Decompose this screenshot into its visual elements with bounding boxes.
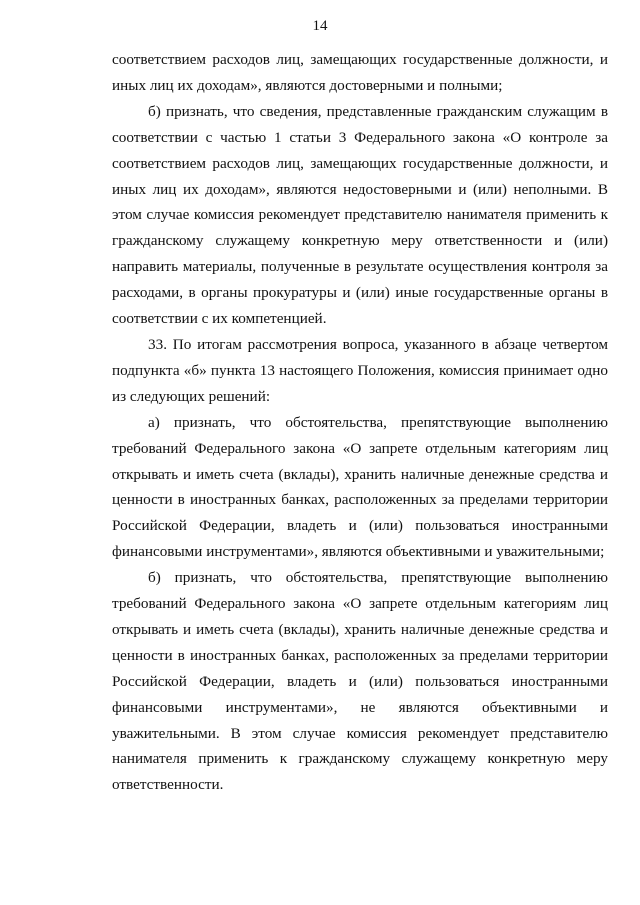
paragraph-33-b: б) признать, что обстоятельства, препятствующие выполнению требований Федерального закона «О запрете отдельным категориям лиц открывать и иметь счета (вклады), хранить наличные денежные средства и ценности в иностранных банках, расположенных за пределами территории Российской Федерации, владеть и (или) пользоваться иностранными финансовыми инструментами», не являются объективными и уважительными. В этом случае комиссия рекомендует представителю нанимателя применить к гражданскому служащему конкретную меру ответственности.	[112, 569, 608, 794]
document-body	[112, 47, 608, 798]
paragraph-33-a: а) признать, что обстоятельства, препятствующие выполнению требований Федерального закона «О запрете отдельным категориям лиц открывать и иметь счета (вклады), хранить наличные денежные средства и ценности в иностранных банках, расположенных за пределами территории Российской Федерации, владеть и (или) пользоваться иностранными финансовыми инструментами», являются объективными и уважительными;	[112, 413, 608, 561]
page-number: 14	[312, 18, 328, 34]
paragraph-continued: соответствием расходов лиц, замещающих государственные должности, и иных лиц их доходам», являются достоверными и полными;	[112, 51, 608, 94]
paragraph-33: 33. По итогам рассмотрения вопроса, указанного в абзаце четвертом подпункта «б» пункта 13 настоящего Положения, комиссия принимает одно из следующих решений:	[112, 335, 608, 405]
paragraph-32-b: б) признать, что сведения, представленные гражданским служащим в соответствии с частью 1 статьи 3 Федерального закона «О контроле за соответствием расходов лиц, замещающих государственные должности, и иных лиц их доходам», являются недостоверными и (или) неполными. В этом случае комиссия рекомендует представителю нанимателя применить к гражданскому служащему конкретную меру ответственности и (или) направить материалы, полученные в результате осуществления контроля за расходами, в органы прокуратуры и (или) иные государственные органы в соответствии с их компетенцией.	[112, 102, 608, 328]
